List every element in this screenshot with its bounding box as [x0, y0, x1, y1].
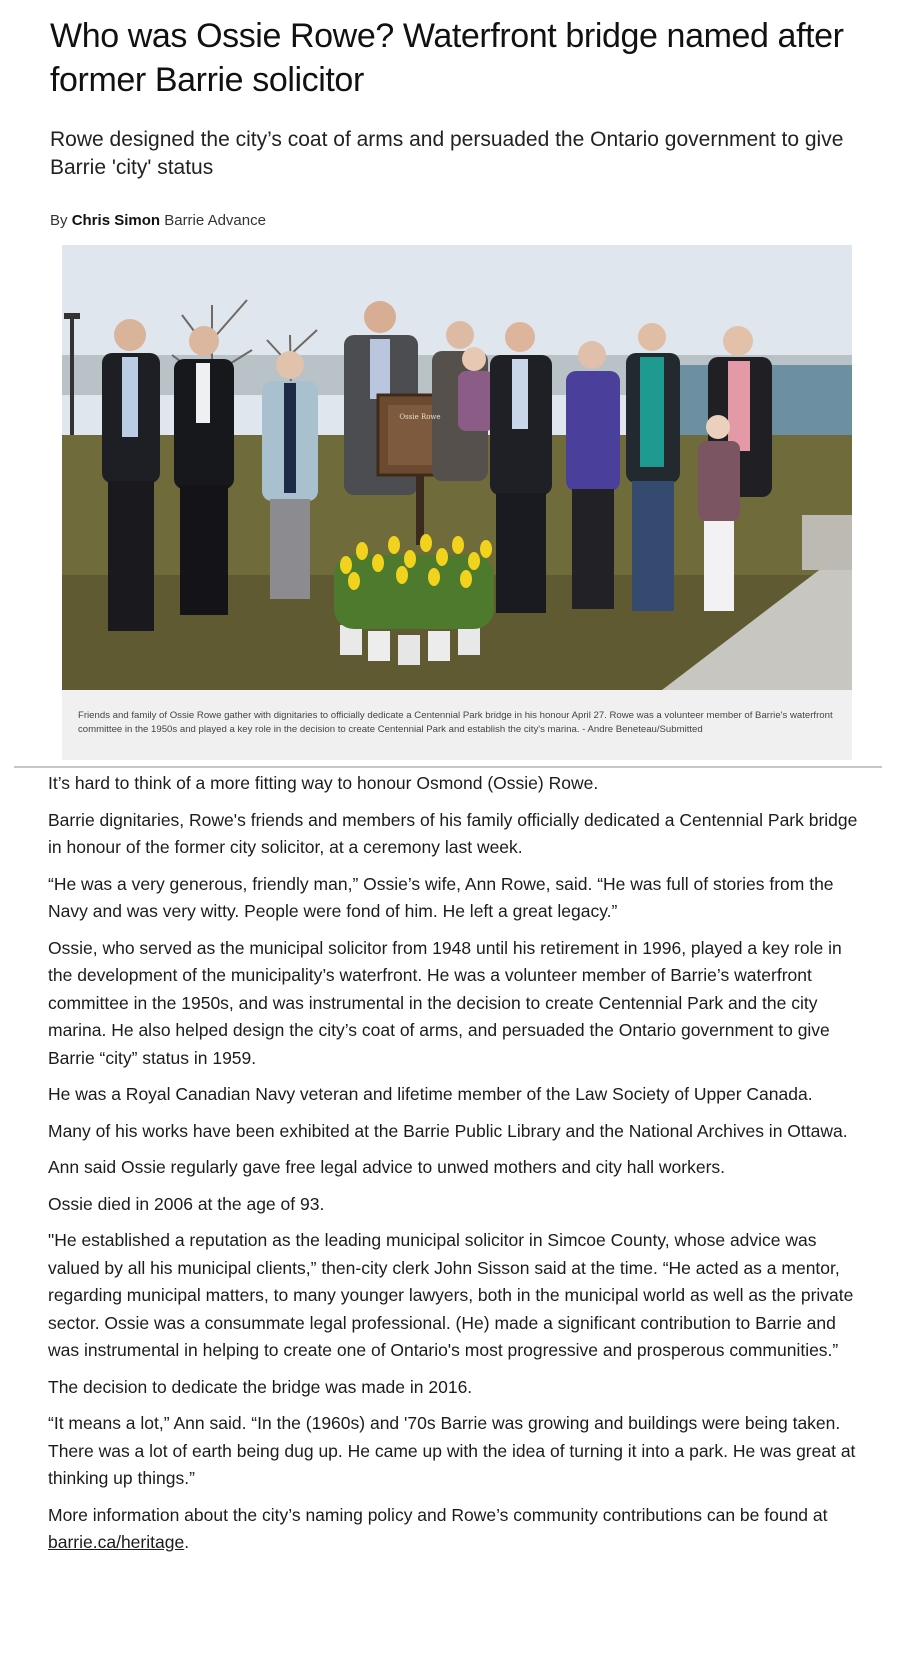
paragraph: Barrie dignitaries, Rowe's friends and members of his family officially dedicated a Centennial Park bridge in honour of the former city solicitor, at a ceremony last week. — [48, 809, 858, 857]
ceremony-photo — [62, 245, 852, 690]
paragraph: The decision to dedicate the bridge was made in 2016. — [48, 1376, 473, 1397]
paragraph: Ossie died in 2006 at the age of 93. — [48, 1193, 325, 1214]
photo-caption: Friends and family of Ossie Rowe gather with dignitaries to officially dedicate a Centennial Park bridge in his honour April 27. Rowe was a volunteer member of Barrie's waterfront committee in the 1950s and played a key role in the decision to create Centennial Park and establish the city's marina. - Andre Beneteau/Submitted — [78, 710, 833, 735]
closing-paragraph — [48, 1502, 858, 1557]
heritage-link[interactable]: barrie.ca/heritage — [48, 1532, 185, 1552]
section-divider — [14, 766, 882, 768]
ceremony-photo-illustration — [62, 245, 852, 690]
headline: Who was Ossie Rowe? Waterfront bridge named after former Barrie solicitor — [50, 17, 844, 99]
plaque-title: Ossie Rowe — [399, 413, 441, 421]
paragraph: Many of his works have been exhibited at the Barrie Public Library and the National Archives in Ottawa. — [48, 1120, 848, 1141]
byline-author[interactable]: Chris Simon — [71, 212, 161, 229]
closing-suffix: . — [184, 1532, 190, 1552]
byline-publication: Barrie Advance — [164, 212, 266, 229]
byline — [50, 212, 266, 229]
paragraph: Ossie, who served as the municipal solicitor from 1948 until his retirement in 1996, played a key role in the development of the municipality’s waterfront. He was a volunteer member of Barrie’s waterfront committee in the 1950s, and was instrumental in the decision to create Centennial Park and the city marina. He also helped design the city’s coat of arms, and persuaded the Ontario government to give Barrie “city” status in 1959. — [48, 937, 842, 1068]
byline-prefix: By — [50, 212, 68, 229]
subheadline: Rowe designed the city’s coat of arms and persuaded the Ontario government to give Barrie 'city' status — [50, 128, 844, 179]
paragraph: Ann said Ossie regularly gave free legal advice to unwed mothers and city hall workers. — [48, 1157, 726, 1177]
paragraph: It’s hard to think of a more fitting way to honour Osmond (Ossie) Rowe. — [48, 773, 599, 793]
paragraph: He was a Royal Canadian Navy veteran and lifetime member of the Law Society of Upper Canada. — [48, 1084, 813, 1104]
paragraph: "He established a reputation as the leading municipal solicitor in Simcoe County, whose advice was valued by all his municipal clients,” then-city clerk John Sisson said at the time. “He acted as a mentor, regarding municipal matters, to many younger lawyers, both in the municipal world as well as the private sector. Ossie was a consummate legal professional. (He) made a significant contribution to Barrie and was instrumental in helping to create one of Ontario's most progressive and prosperous communities.” — [48, 1230, 854, 1360]
paragraph: “It means a lot,” Ann said. “In the (1960s) and '70s Barrie was growing and buildings were being taken. There was a lot of earth being dug up. He came up with the idea of turning it into a park. He was great at thinking up things.” — [48, 1413, 856, 1488]
closing-text: More information about the city’s naming policy and Rowe’s community contributions can be found at — [48, 1504, 828, 1525]
photo-figure — [62, 245, 852, 760]
article-body — [48, 770, 858, 1566]
paragraph: “He was a very generous, friendly man,” Ossie’s wife, Ann Rowe, said. “He was full of stories from the Navy and was very witty. People were fond of him. He left a great legacy.” — [48, 873, 834, 921]
